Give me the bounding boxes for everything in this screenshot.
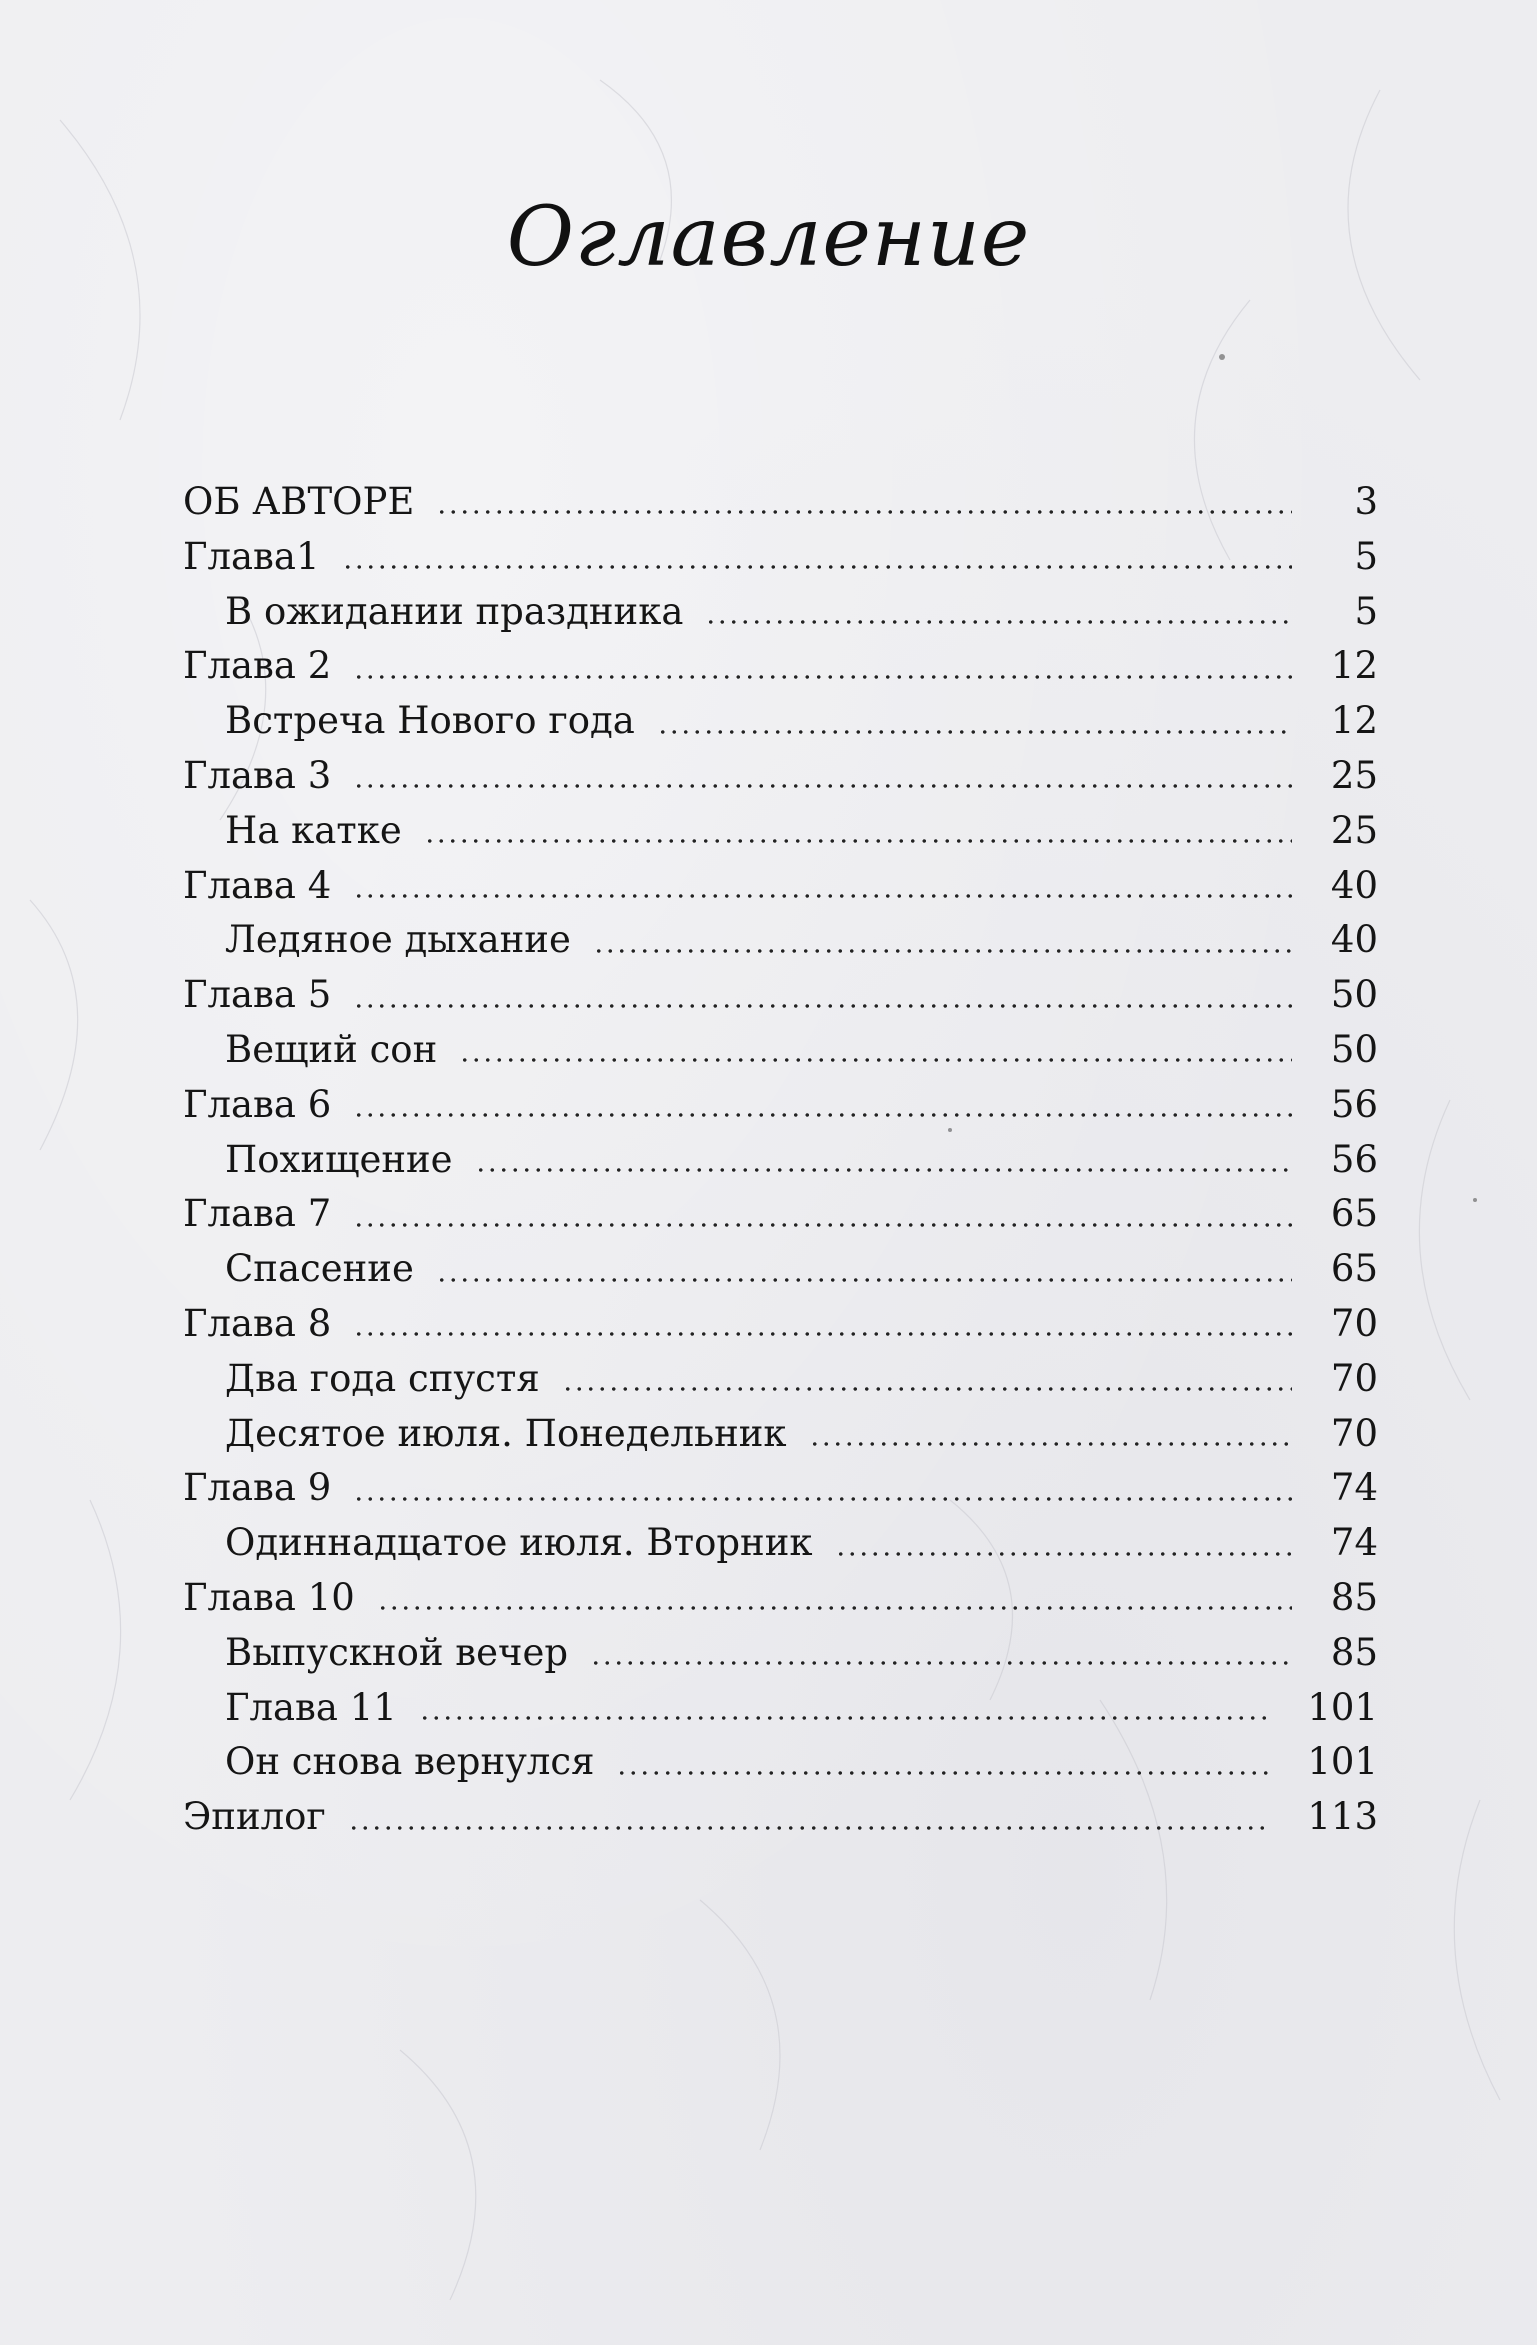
toc-entry-page-number: 5 — [1354, 589, 1378, 633]
toc-entry-title: Глава1 — [183, 534, 320, 578]
toc-entry-title: Глава 5 — [183, 973, 332, 1017]
toc-entry-page-number: 56 — [1330, 1082, 1378, 1126]
toc-entry-title: Ледяное дыхание — [225, 918, 571, 962]
dot-leader — [590, 1660, 1292, 1666]
toc-entry — [183, 1681, 1378, 1736]
toc-entry-title: Глава 7 — [183, 1192, 332, 1236]
toc-entry-page-number: 12 — [1330, 699, 1378, 743]
toc-entry-title: Эпилог — [183, 1795, 326, 1839]
dot-leader — [377, 1605, 1292, 1611]
toc-entry-page-number: 70 — [1330, 1411, 1378, 1455]
page-title: Оглавление — [506, 190, 1031, 285]
toc-entry-title: Два года спустя — [225, 1356, 540, 1400]
toc-entry-page-number: 101 — [1307, 1685, 1378, 1729]
dot-leader — [342, 564, 1293, 570]
toc-entry-page-number: 3 — [1354, 480, 1378, 523]
dot-leader — [809, 1441, 1292, 1447]
toc-entry-title: Спасение — [225, 1247, 414, 1291]
dot-leader — [424, 838, 1292, 844]
dot-leader — [705, 619, 1292, 625]
toc-entry — [183, 1407, 1378, 1462]
toc-entry — [183, 968, 1378, 1023]
toc-entry — [183, 1187, 1378, 1242]
dot-leader — [353, 1003, 1292, 1009]
toc-entry — [183, 1133, 1378, 1188]
dot-leader — [353, 1496, 1292, 1502]
toc-entry-page-number: 85 — [1330, 1630, 1378, 1674]
toc-entry-title: Похищение — [225, 1137, 453, 1181]
dot-leader — [353, 1331, 1292, 1337]
toc-entry-page-number: 113 — [1307, 1795, 1378, 1839]
toc-entry-page-number: 25 — [1330, 753, 1378, 797]
toc-entry — [183, 1297, 1378, 1352]
toc-entry — [183, 1023, 1378, 1078]
dot-leader — [419, 1715, 1272, 1721]
toc-entry-page-number: 85 — [1330, 1575, 1378, 1619]
toc-entry — [183, 749, 1378, 804]
toc-entry — [183, 1242, 1378, 1297]
toc-entry-page-number: 12 — [1330, 644, 1378, 688]
dot-leader — [657, 729, 1292, 735]
toc-entry-page-number: 25 — [1330, 808, 1378, 852]
toc-entry-page-number: 65 — [1330, 1192, 1378, 1236]
toc-entry-title: Глава 4 — [183, 863, 332, 907]
toc-entry-title: Глава 8 — [183, 1301, 332, 1345]
toc-entry — [183, 694, 1378, 749]
toc-entry-title: Вещий сон — [225, 1027, 438, 1071]
toc-entry — [183, 1735, 1378, 1790]
toc-entry — [183, 475, 1378, 530]
toc-entry — [183, 585, 1378, 640]
toc-entry-title: Десятое июля. Понедельник — [225, 1411, 787, 1455]
toc-entry — [183, 859, 1378, 914]
toc-entry-page-number: 70 — [1330, 1301, 1378, 1345]
toc-entry-title: Выпускной вечер — [225, 1630, 569, 1674]
toc-entry-title: На катке — [225, 808, 402, 852]
toc-entry-title: ОБ АВТОРЕ — [183, 480, 415, 523]
toc-entry-page-number: 40 — [1330, 918, 1378, 962]
toc-entry-title: Встреча Нового года — [225, 699, 635, 743]
dot-leader — [353, 1222, 1292, 1228]
toc-entry — [183, 913, 1378, 968]
dot-leader — [353, 783, 1292, 789]
toc-entry — [183, 1461, 1378, 1516]
toc-entry-title: В ожидании праздника — [225, 589, 684, 633]
dot-leader — [593, 948, 1292, 954]
toc-entry-page-number: 74 — [1330, 1466, 1378, 1510]
dot-leader — [348, 1825, 1272, 1831]
toc-entry — [183, 804, 1378, 859]
dot-leader — [616, 1770, 1271, 1776]
toc-entry — [183, 1078, 1378, 1133]
table-of-contents — [183, 475, 1378, 1845]
toc-entry — [183, 1352, 1378, 1407]
toc-entry — [183, 1790, 1378, 1845]
dot-leader — [835, 1551, 1292, 1557]
toc-entry-page-number: 56 — [1330, 1137, 1378, 1181]
dot-leader — [353, 893, 1292, 899]
toc-entry — [183, 1626, 1378, 1681]
toc-entry-page-number: 65 — [1330, 1247, 1378, 1291]
toc-entry-title: Глава 10 — [183, 1575, 355, 1619]
toc-entry-page-number: 74 — [1330, 1521, 1378, 1565]
toc-entry-page-number: 101 — [1307, 1740, 1378, 1784]
dot-leader — [459, 1057, 1292, 1063]
dot-leader — [562, 1386, 1292, 1392]
toc-entry-page-number: 70 — [1330, 1356, 1378, 1400]
dot-leader — [436, 509, 1292, 515]
dot-leader — [353, 674, 1292, 680]
dot-leader — [475, 1167, 1292, 1173]
toc-entry-title: Глава 9 — [183, 1466, 332, 1510]
dot-leader — [353, 1112, 1292, 1118]
toc-entry-title: Глава 6 — [183, 1082, 332, 1126]
toc-entry — [183, 1516, 1378, 1571]
toc-entry-title: Одиннадцатое июля. Вторник — [225, 1521, 813, 1565]
toc-entry-title: Глава 2 — [183, 644, 332, 688]
toc-entry-title: Глава 3 — [183, 753, 332, 797]
dot-leader — [436, 1277, 1292, 1283]
toc-entry-page-number: 5 — [1354, 534, 1378, 578]
toc-entry-title: Он снова вернулся — [225, 1740, 595, 1784]
toc-entry-page-number: 50 — [1330, 973, 1378, 1017]
toc-entry — [183, 639, 1378, 694]
toc-entry-page-number: 40 — [1330, 863, 1378, 907]
toc-entry — [183, 1571, 1378, 1626]
toc-entry-page-number: 50 — [1330, 1027, 1378, 1071]
toc-entry — [183, 530, 1378, 585]
toc-entry-title: Глава 11 — [225, 1685, 397, 1729]
